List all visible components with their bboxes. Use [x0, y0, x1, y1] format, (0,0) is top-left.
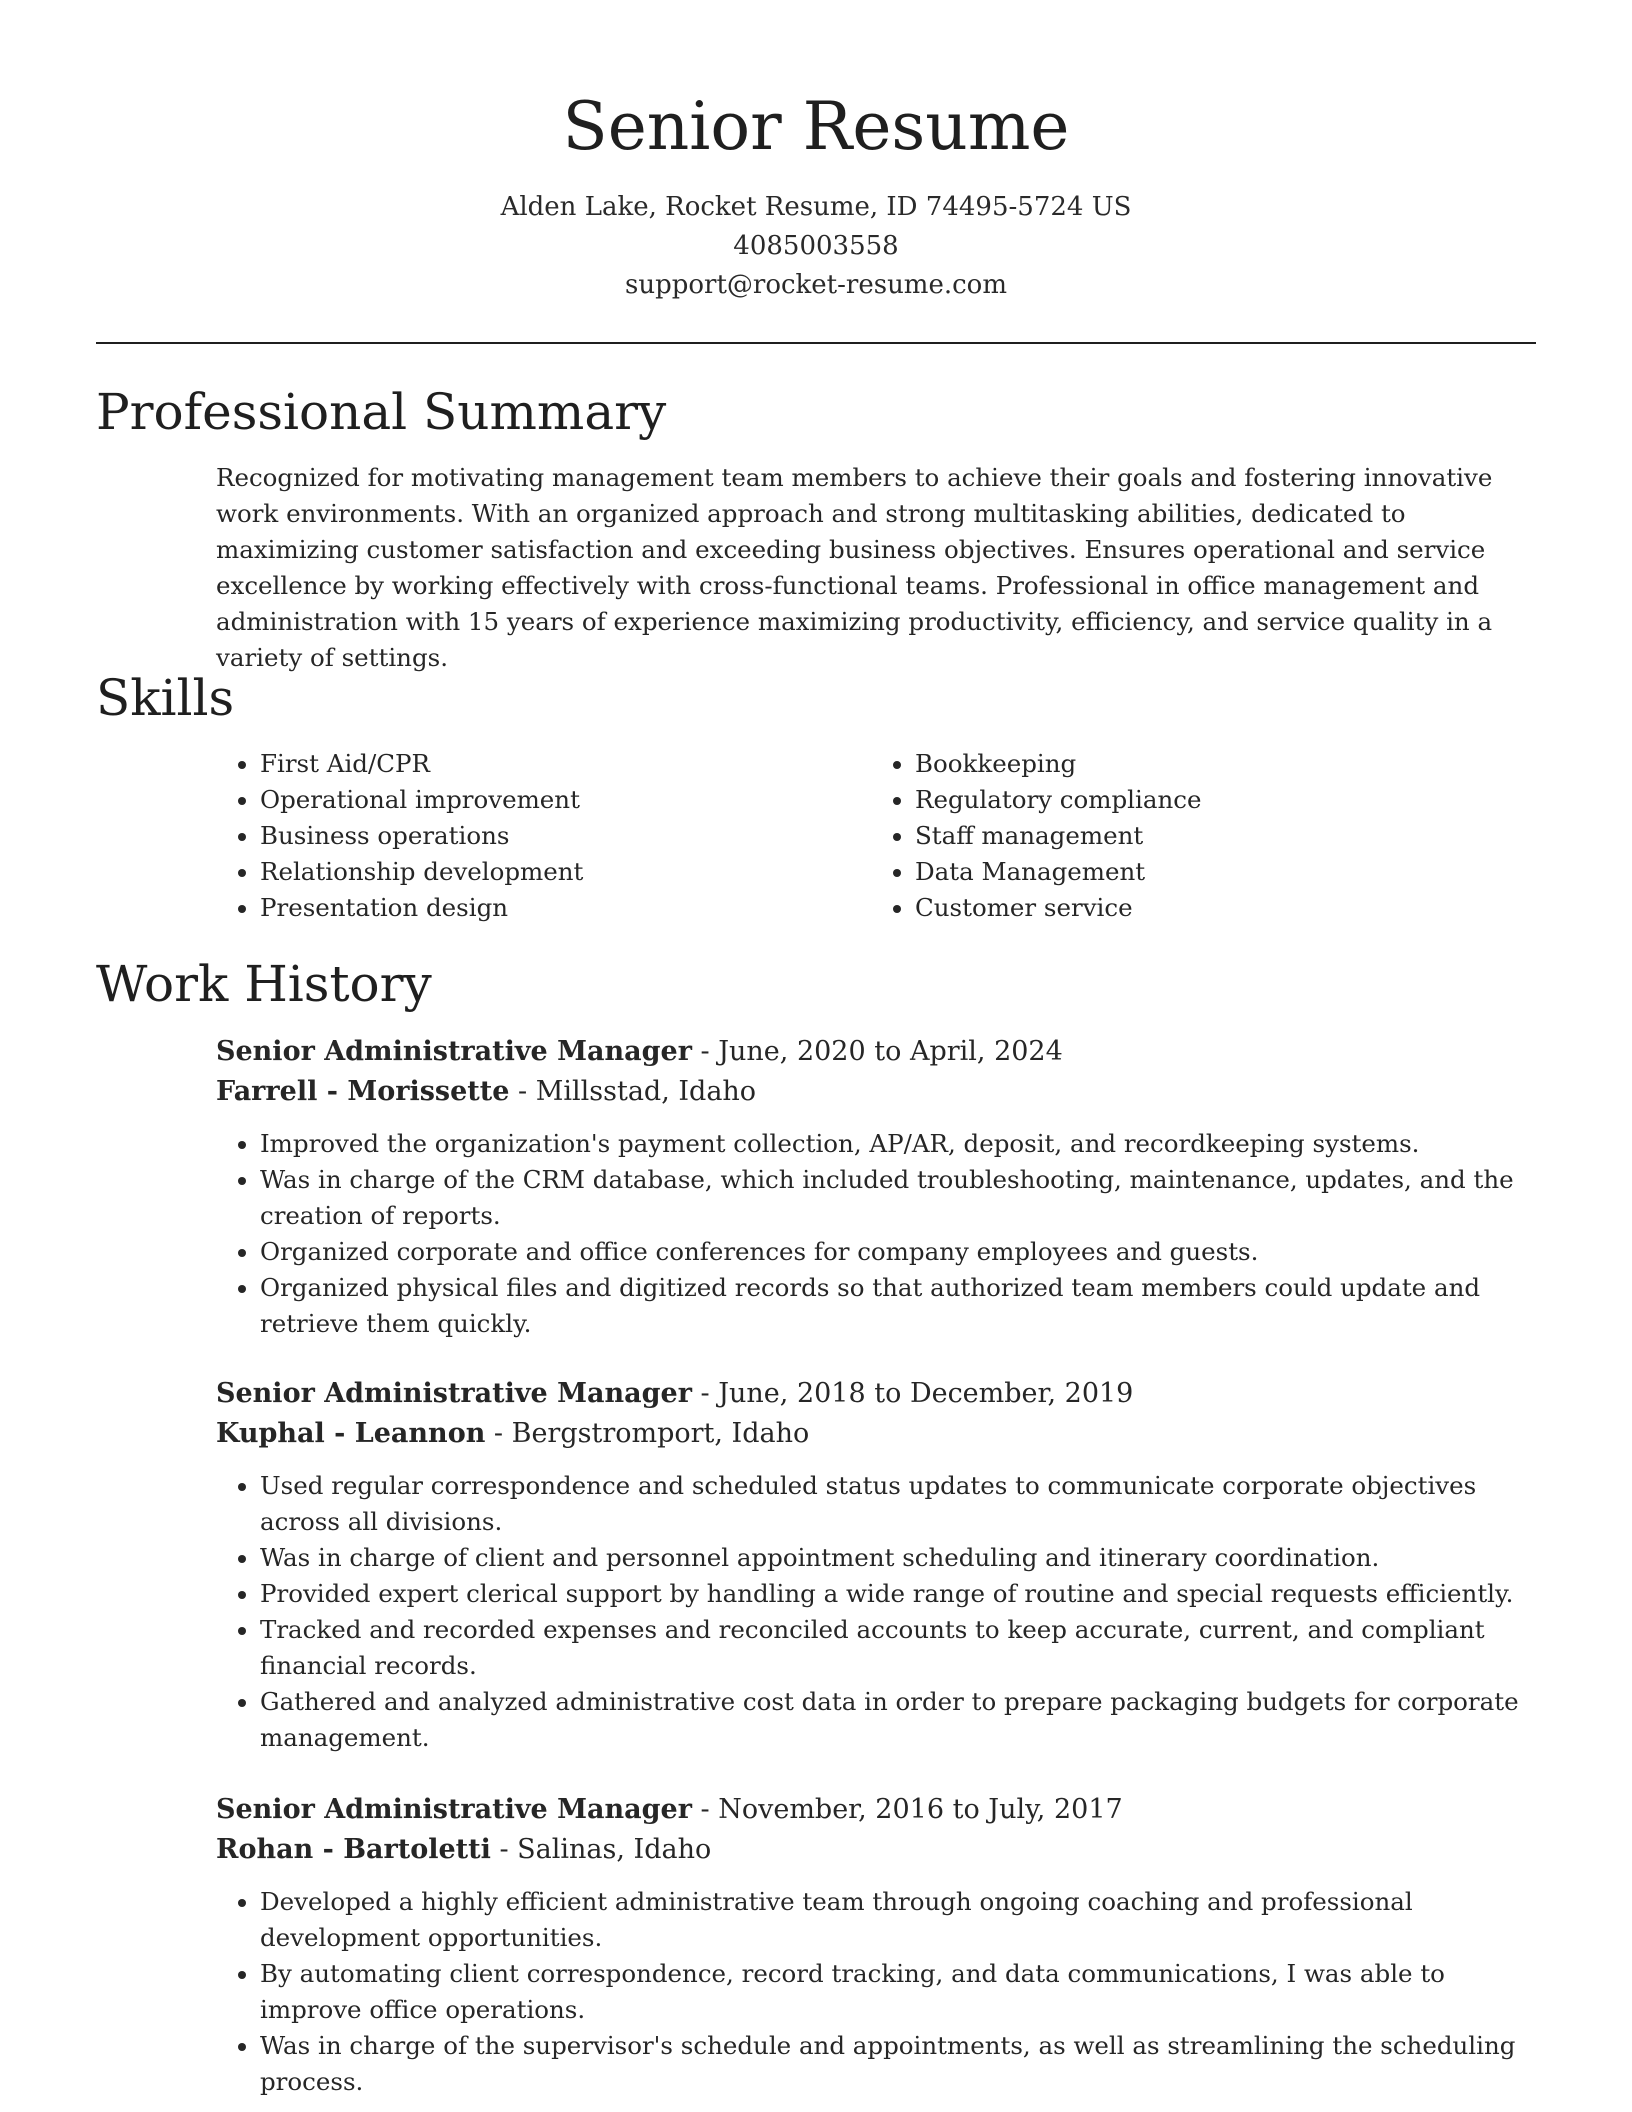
job-bullet: • Used regular correspondence and scheduled status updates to communicate corporate objectives across all divisions. [260, 1468, 1526, 1540]
skill-item: • Data Management [915, 854, 1526, 890]
job-location: - Bergstromport, Idaho [485, 1418, 810, 1449]
job-bullets [216, 1126, 1526, 1342]
job-bullets [216, 1468, 1526, 1756]
job-role: Senior Administrative Manager [216, 1794, 692, 1825]
job-title-line [216, 1032, 1526, 1072]
phone: 4085003558 [733, 231, 899, 261]
job-role: Senior Administrative Manager [216, 1036, 692, 1067]
resume-header [0, 0, 1632, 305]
job-bullet: • Developed a highly efficient administrative team through ongoing coaching and professional development opportunities. [260, 1884, 1526, 1956]
job-company-line [216, 1072, 1526, 1112]
job-bullet: • Provided expert clerical support by handling a wide range of routine and special requests efficiently. [260, 1576, 1526, 1612]
job-bullet: • By automating client correspondence, record tracking, and data communications, I was able to improve office operations. [260, 1956, 1526, 2028]
work-heading: Work History [96, 955, 432, 1013]
skill-item: • Customer service [915, 890, 1526, 926]
job-company-line [216, 1830, 1526, 1870]
job-bullet: • Organized corporate and office conferences for company employees and guests. [260, 1234, 1526, 1270]
job-bullet: • Organized physical files and digitized records so that authorized team members could update and retrieve them quickly. [260, 1270, 1526, 1342]
skill-item: • Relationship development [260, 854, 871, 890]
job-bullet: • Gathered and analyzed administrative cost data in order to prepare packaging budgets for corporate management. [260, 1684, 1526, 1756]
job-company-line [216, 1414, 1526, 1454]
job-bullet: • Tracked and recorded expenses and reconciled accounts to keep accurate, current, and compliant financial records. [260, 1612, 1526, 1684]
job-company: Rohan - Bartoletti [216, 1834, 491, 1865]
job-entry [216, 1374, 1526, 1756]
job-dates: - June, 2020 to April, 2024 [691, 1036, 1063, 1067]
summary-text: Recognized for motivating management team members to achieve their goals and fostering innovative work environments. With an organized approach and strong multitasking abilities, dedicated to maximizing customer satisfaction and exceeding business objectives. Ensures operational and service excellence by working effectively with cross-functional teams. Professional in office management and administration with 15 years of experience maximizing productivity, efficiency, and service quality in a variety of settings. [216, 463, 1493, 672]
skill-item: • Operational improvement [260, 782, 871, 818]
skill-item: • Bookkeeping [915, 746, 1526, 782]
skill-item: • Presentation design [260, 890, 871, 926]
resume-name: Senior Resume [562, 88, 1070, 165]
skill-item: • Staff management [915, 818, 1526, 854]
job-bullet: • Was in charge of client and personnel appointment scheduling and itinerary coordination. [260, 1540, 1526, 1576]
job-entry [216, 1790, 1526, 2100]
summary-section [216, 460, 1526, 676]
job-bullet: • Was in charge of the supervisor's schedule and appointments, as well as streamlining the scheduling process. [260, 2028, 1526, 2100]
address: Alden Lake, Rocket Resume, ID 74495-5724 US [500, 192, 1132, 222]
skills-list-left [216, 746, 871, 926]
job-role: Senior Administrative Manager [216, 1378, 692, 1409]
job-entry [216, 1032, 1526, 1342]
job-bullet: • Improved the organization's payment collection, AP/AR, deposit, and recordkeeping systems. [260, 1126, 1526, 1162]
job-location: - Millsstad, Idaho [509, 1076, 757, 1107]
skills-heading: Skills [96, 669, 235, 727]
job-bullet: • Was in charge of the CRM database, which included troubleshooting, maintenance, updates, and the creation of reports. [260, 1162, 1526, 1234]
job-title-line [216, 1790, 1526, 1830]
skills-list-right [871, 746, 1526, 926]
summary-heading: Professional Summary [96, 383, 667, 441]
job-company: Farrell - Morissette [216, 1076, 510, 1107]
skills-section [216, 746, 1526, 926]
email: support@rocket-resume.com [624, 270, 1007, 300]
job-dates: - November, 2016 to July, 2017 [691, 1794, 1123, 1825]
skill-item: • First Aid/CPR [260, 746, 871, 782]
job-title-line [216, 1374, 1526, 1414]
skill-item: • Business operations [260, 818, 871, 854]
job-location: - Salinas, Idaho [490, 1834, 712, 1865]
header-divider [96, 342, 1536, 344]
contact-block [0, 188, 1632, 305]
job-dates: - June, 2018 to December, 2019 [691, 1378, 1134, 1409]
skill-item: • Regulatory compliance [915, 782, 1526, 818]
job-company: Kuphal - Leannon [216, 1418, 486, 1449]
job-bullets [216, 1884, 1526, 2100]
